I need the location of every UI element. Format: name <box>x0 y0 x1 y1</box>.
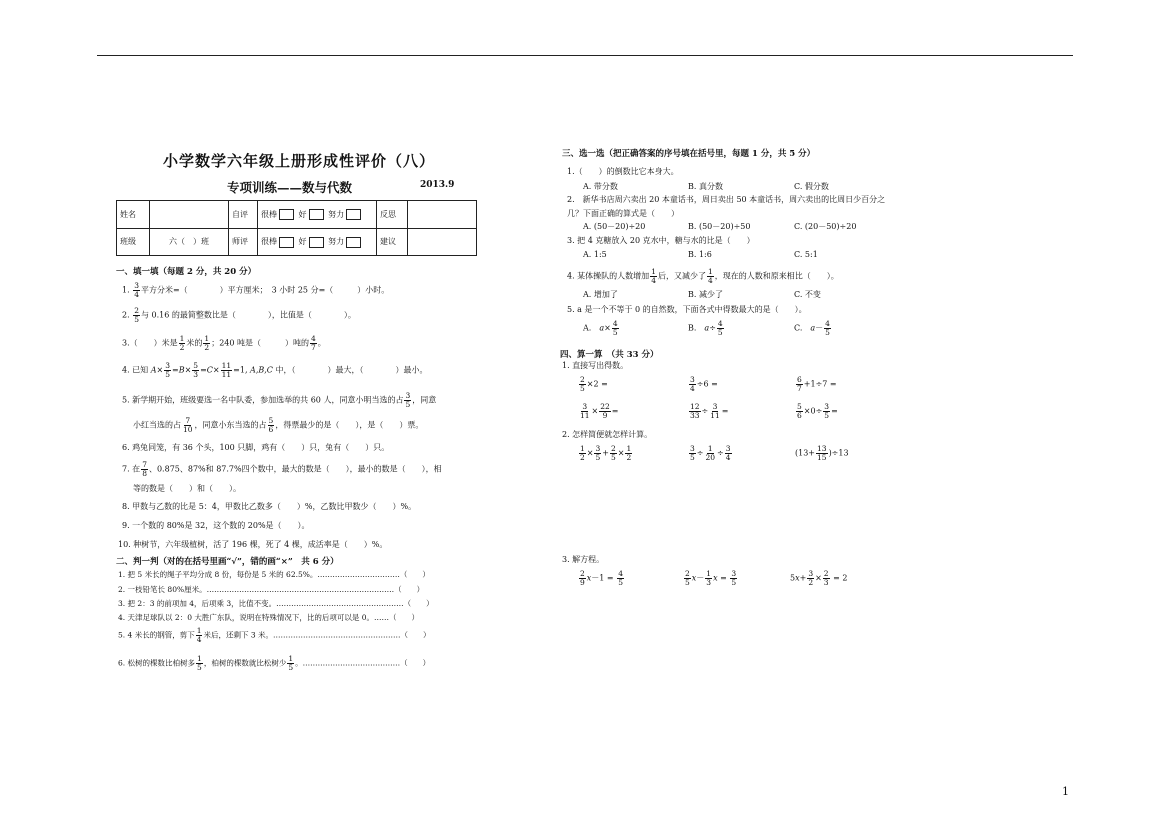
teacher-eval-boxes <box>258 228 377 256</box>
s3-q4 <box>567 268 839 285</box>
q-text: 、0.875、87%和 87.7%四个数中，最大的数是（ ），最小的数是（ ），相 <box>148 464 442 474</box>
suggestion-label: 建议 <box>377 228 408 256</box>
fraction: $\frac{7}{10}$ <box>183 416 193 434</box>
s3-opt: B. 1:6 <box>688 250 712 259</box>
q-text: （ ）最大，（ ）最小。 <box>291 365 428 375</box>
s3-opt-a: A. a× $\frac{4}{5}$ <box>583 319 618 337</box>
s3-opt: A. 带分数 <box>583 182 618 191</box>
s1-q10: 10. 种树节，六年级植树，活了 196 棵，死了 4 棵，成活率是（ ）%。 <box>118 540 388 549</box>
s3-opt: A. 1:5 <box>583 250 607 259</box>
fraction: $\frac{1}{2}$ <box>179 334 185 352</box>
very-good-label: 很棒 <box>261 209 277 219</box>
s2-item: 4. 天津足球队以 2：0 大胜广东队，说明在特殊情况下，比的后项可以是 0。……（ ） <box>118 613 420 622</box>
s4-part1: 1. 直接写出得数。 <box>562 361 629 370</box>
opt-label: B. <box>688 323 697 333</box>
s1-q8: 8. 甲数与乙数的比是 5：4，甲数比乙数多（ ）%，乙数比甲数少（ ）%。 <box>122 502 417 511</box>
s3-opt: B. (50－20)÷50 <box>688 222 751 231</box>
s1-q3 <box>122 335 326 352</box>
page-number: 1 <box>1062 785 1069 798</box>
s1-q9: 9. 一个数的 80%是 32，这个数的 20%是（ ）。 <box>122 521 310 530</box>
s2-item-6 <box>118 655 430 672</box>
q-number: 2. <box>122 310 130 320</box>
equation-item: $\frac{2}{5}$ x－ $\frac{1}{3}$ x = $\frac{3}{5}$ <box>685 569 737 587</box>
good-label: 好 <box>298 209 307 219</box>
checkbox[interactable] <box>309 209 324 220</box>
calc-item: $\frac{3}{5}$ ÷ $\frac{1}{20}$ ÷ $\frac{3}{4}$ <box>690 444 731 462</box>
fraction: $\frac{1}{2}$ <box>204 334 210 352</box>
s3-opt-c: C. a－ $\frac{4}{5}$ <box>794 319 830 337</box>
calc-item: $\frac{3}{4}$ ÷6 = <box>690 375 718 393</box>
s2-item: 3. 把 2：3 的前项加 4，后项乘 3，比值不变。……………………………………………（ ） <box>118 599 434 608</box>
fraction: $\frac{1}{4}$ <box>196 626 202 644</box>
checkbox[interactable] <box>279 237 294 248</box>
fraction: $\frac{1}{4}$ <box>707 267 713 285</box>
q-text: ，同意 <box>412 395 437 405</box>
top-rule <box>97 55 1073 56</box>
q-number: 1. <box>122 285 130 295</box>
fraction: $\frac{1}{5}$ <box>197 654 202 672</box>
fraction: $\frac{5}{3}$ <box>193 361 199 379</box>
calc-item: $\frac{3}{11}$ × $\frac{22}{9}$ = <box>580 402 619 420</box>
s4-part3: 3. 解方程。 <box>562 555 605 564</box>
fraction: $\frac{1}{5}$ <box>288 654 294 672</box>
page-date: 2013.9 <box>420 180 455 190</box>
s3-opt: B. 减少了 <box>688 290 723 299</box>
fraction: $\frac{4}{5}$ <box>717 319 723 337</box>
q-text: 与 0.16 的最简整数比是（ ），比值是（ ）。 <box>140 310 356 320</box>
s2-item: 2. 一枝铅笔长 80%厘米。…………………………………………………………………（ ） <box>118 585 425 594</box>
fraction: $\frac{1}{4}$ <box>651 267 656 285</box>
calc-item: $\frac{2}{5}$ ×2 = <box>580 375 608 393</box>
s3-q2: 2. 新华书店周六卖出 20 本童话书，周日卖出 50 本童话书，周六卖出的比周日少百分之 <box>567 195 886 204</box>
checkbox[interactable] <box>346 237 361 248</box>
fraction: $\frac{5}{6}$ <box>268 416 274 434</box>
q-text: 6. 松树的棵数比柏树多 <box>118 658 196 668</box>
q-text: ，柏树的棵数就比松树少 <box>203 658 287 668</box>
s3-opt: C. (20－50)÷20 <box>794 222 857 231</box>
checkbox[interactable] <box>346 209 361 220</box>
suggestion-field[interactable] <box>408 228 477 256</box>
q-text: 后，又减少了 <box>657 271 706 281</box>
s3-q3: 3. 把 4 克糖放入 20 克水中，糖与水的比是（ ） <box>567 236 755 245</box>
q-text: 4. 已知 <box>122 365 149 375</box>
s4-part2: 2. 怎样简便就怎样计算。 <box>562 430 653 439</box>
q-text: ，现在的人数和原来相比（ ）。 <box>714 271 839 281</box>
reflection-label: 反思 <box>377 201 408 229</box>
s3-opt: C. 不变 <box>794 290 821 299</box>
s1-q4: 4. 已知 A× $\frac{3}{5}$ =B× $\frac{5}{3}$ =C× $\frac{11}{11}$ =1, A,B,C 中，（ ）最大，（ ）最小。 <box>122 361 428 379</box>
q-text: 3.（ ）米是 <box>122 338 178 348</box>
fraction: $\frac{4}{7}$ <box>311 334 316 352</box>
very-good-label: 很棒 <box>261 237 277 246</box>
good-label: 好 <box>298 237 307 246</box>
q-text: 5. 新学期开始，班级要选一名中队委，参加选举的共 60 人，同意小明当选的占 <box>122 395 404 405</box>
opt-label: A. <box>583 323 592 333</box>
page-subtitle: 专项训练——数与代数 <box>227 180 353 195</box>
fraction: $\frac{3}{5}$ <box>165 361 170 379</box>
s3-opt: C. 假分数 <box>794 182 829 191</box>
name-label: 姓名 <box>117 201 150 229</box>
section3-title: 三、选一选（把正确答案的序号填在括号里，每题 1 分，共 5 分） <box>562 149 816 159</box>
fraction: $\frac{2}{5}$ <box>134 306 139 324</box>
s1-q6: 6. 鸡兔同笼，有 36 个头，100 只脚，鸡有（ ）只，兔有（ ）只。 <box>122 443 390 452</box>
s1-q7-line2: 等的数是（ ）和（ ）。 <box>133 484 241 493</box>
fraction: $\frac{3}{4}$ <box>134 281 139 299</box>
calc-item: $\frac{6}{7}$ +1÷7 = <box>797 375 837 393</box>
q-text: 4. 某体操队的人数增加 <box>567 271 650 281</box>
self-eval-boxes <box>258 201 377 229</box>
class-label: 班级 <box>117 228 150 256</box>
section2-title: 二、判一判（对的在括号里画“√”，错的画“×” 共 6 分） <box>116 557 339 567</box>
q-text: 平方分米=（ ）平方厘米； 3 小时 25 分=（ ）小时。 <box>140 285 390 295</box>
q-text: 。…………………………………（ ） <box>295 658 431 668</box>
teacher-eval-label: 师评 <box>229 228 258 256</box>
s2-item: 1. 把 5 米长的绳子平均分成 8 份，每份是 5 米的 62.5%。……………………………（ ） <box>118 570 430 579</box>
q-text: 5. 4 米长的钢管，剪下 <box>118 630 195 640</box>
opt-label: C. <box>794 323 803 333</box>
q-text: 米的 <box>186 338 203 348</box>
q-text: 米后，还剩下 3 米。……………………………………………（ ） <box>203 630 431 640</box>
s3-opt: C. 5:1 <box>794 250 818 259</box>
self-eval-label: 自评 <box>229 201 258 229</box>
effort-label: 努力 <box>328 209 345 219</box>
class-value: 六（ ）班 <box>150 228 229 256</box>
s2-item-5 <box>118 627 431 644</box>
info-table <box>116 200 477 256</box>
equation-item: 5x+ $\frac{3}{2}$ × $\frac{2}{3}$ = 2 <box>790 569 848 587</box>
q-text: ；240 吨是（ ）吨的 <box>211 338 310 348</box>
fraction: $\frac{4}{5}$ <box>825 319 830 337</box>
q-text: 小红当选的占 <box>133 420 181 430</box>
section1-title: 一、填一填（每题 2 分，共 20 分） <box>116 267 257 277</box>
s3-opt: A. 增加了 <box>583 290 618 299</box>
calc-item: $\frac{5}{6}$ ×0÷ $\frac{3}{5}$ = <box>797 402 838 420</box>
checkbox[interactable] <box>279 209 294 220</box>
s1-q5-line2 <box>133 417 423 434</box>
fraction: $\frac{4}{5}$ <box>612 319 618 337</box>
s3-opt: A. (50－20)÷20 <box>583 222 646 231</box>
fraction: $\frac{7}{8}$ <box>142 460 147 478</box>
effort-label: 努力 <box>328 237 345 246</box>
s1-q7-line1 <box>122 461 442 478</box>
s3-q2b: 几？下面正确的算式是（ ） <box>567 209 679 218</box>
calc-item: $\frac{1}{2}$ × $\frac{3}{5}$ + $\frac{2}{5}$ × $\frac{1}{2}$ <box>580 444 632 462</box>
calc-item: $\frac{12}{33}$ ÷ $\frac{3}{11}$ = <box>690 402 729 420</box>
section4-title: 四、算一算 （共 33 分） <box>560 350 659 360</box>
s1-q1 <box>122 282 389 299</box>
q-text: 。 <box>317 338 326 348</box>
s1-q5-line1 <box>122 392 436 409</box>
name-field[interactable] <box>150 201 229 229</box>
s1-q2 <box>122 307 356 324</box>
fraction: $\frac{11}{11}$ <box>221 361 232 379</box>
fraction: $\frac{3}{5}$ <box>405 391 411 409</box>
equation-item: $\frac{2}{9}$ x－1 = $\frac{4}{5}$ <box>580 569 623 587</box>
calc-item: (13+ $\frac{13}{15}$ )÷13 <box>795 444 849 462</box>
q-text: ，得票最少的是（ ），是（ ）票。 <box>275 420 424 430</box>
page-title: 小学数学六年级上册形成性评价（八） <box>163 152 436 170</box>
s3-opt-b: B. a÷ $\frac{4}{5}$ <box>688 319 723 337</box>
s3-opt: B. 真分数 <box>688 182 723 191</box>
q-text: 7. 在 <box>122 464 141 474</box>
q-text: ，同意小东当选的占 <box>194 420 267 430</box>
s3-q1: 1.（ ）的倒数比它本身大。 <box>567 167 679 176</box>
checkbox[interactable] <box>309 237 324 248</box>
reflection-field[interactable] <box>408 201 477 229</box>
s3-q5: 5. a 是一个不等于 0 的自然数，下面各式中得数最大的是（ ）。 <box>567 305 807 314</box>
